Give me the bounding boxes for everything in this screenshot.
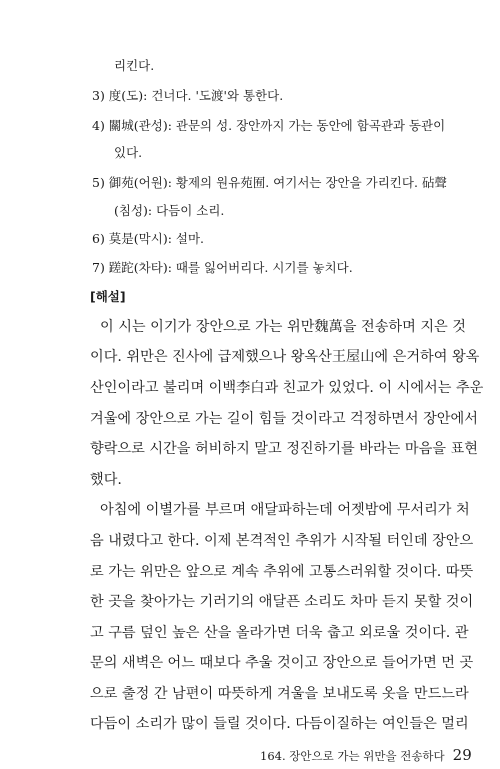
note-line: 있다. xyxy=(114,145,143,160)
paragraph-line: 겨울에 장안으로 가는 길이 힘들 것이라고 걱정하면서 장안에서 xyxy=(90,411,478,427)
paragraph-line: 한 곳을 찾아가는 기러기의 애달픈 소리도 차마 듣지 못할 것이 xyxy=(90,594,474,610)
page-footer xyxy=(260,744,470,767)
paragraph-line: 다듬이 소리가 많이 들릴 것이다. 다듬이질하는 여인들은 멀리 xyxy=(90,716,469,732)
paragraph-line: 으로 출정 간 남편이 따뜻하게 겨울을 보내도록 옷을 만드느라 xyxy=(90,686,469,702)
paragraph-line: 이 시는 이기가 장안으로 가는 위만魏萬을 전송하며 지은 것 xyxy=(100,319,466,335)
paragraph-line: 이다. 위만은 진사에 급제했으나 왕옥산王屋山에 은거하여 왕옥 xyxy=(90,349,480,365)
note-line: (침성): 다듬이 소리. xyxy=(114,203,225,218)
running-title: 164. 장안으로 가는 위만을 전송하다 xyxy=(260,749,445,763)
paragraph-line: 로 가는 위만은 앞으로 계속 추위에 고통스러워할 것이다. 따뜻 xyxy=(90,564,474,580)
paragraph-line: 산인이라고 불리며 이백李白과 친교가 있었다. 이 시에서는 추운 xyxy=(90,380,484,396)
page-number: 29 xyxy=(452,746,472,764)
section-heading: [해설] xyxy=(90,289,126,304)
paragraph-line: 했다. xyxy=(90,472,122,488)
paragraph-line: 고 구름 덮인 높은 산을 올라가면 더욱 춥고 외로울 것이다. 관 xyxy=(90,625,469,641)
note-line: 3) 度(도): 건너다. '도渡'와 통한다. xyxy=(92,88,284,103)
note-line: 리킨다. xyxy=(114,58,155,73)
note-line: 7) 蹉跎(차타): 때를 잃어버리다. 시기를 놓치다. xyxy=(92,260,353,275)
note-line: 6) 莫是(막시): 설마. xyxy=(92,231,205,246)
note-line: 4) 關城(관성): 관문의 성. 장안까지 가는 동안에 함곡관과 동관이 xyxy=(92,118,446,133)
paragraph-line: 문의 새벽은 어느 때보다 추울 것이고 장안으로 들어가면 먼 곳 xyxy=(90,655,474,671)
paragraph-line: 아침에 이별가를 부르며 애달파하는데 어젯밤에 무서리가 처 xyxy=(100,502,470,518)
paragraph-line: 음 내렸다고 한다. 이제 본격적인 추위가 시작될 터인데 장안으 xyxy=(90,533,474,549)
note-line: 5) 御苑(어원): 황제의 원유苑囿. 여기서는 장안을 가리킨다. 砧聲 xyxy=(92,175,447,190)
paragraph-line: 향락으로 시간을 허비하지 말고 정진하기를 바라는 마음을 표현 xyxy=(90,441,478,457)
